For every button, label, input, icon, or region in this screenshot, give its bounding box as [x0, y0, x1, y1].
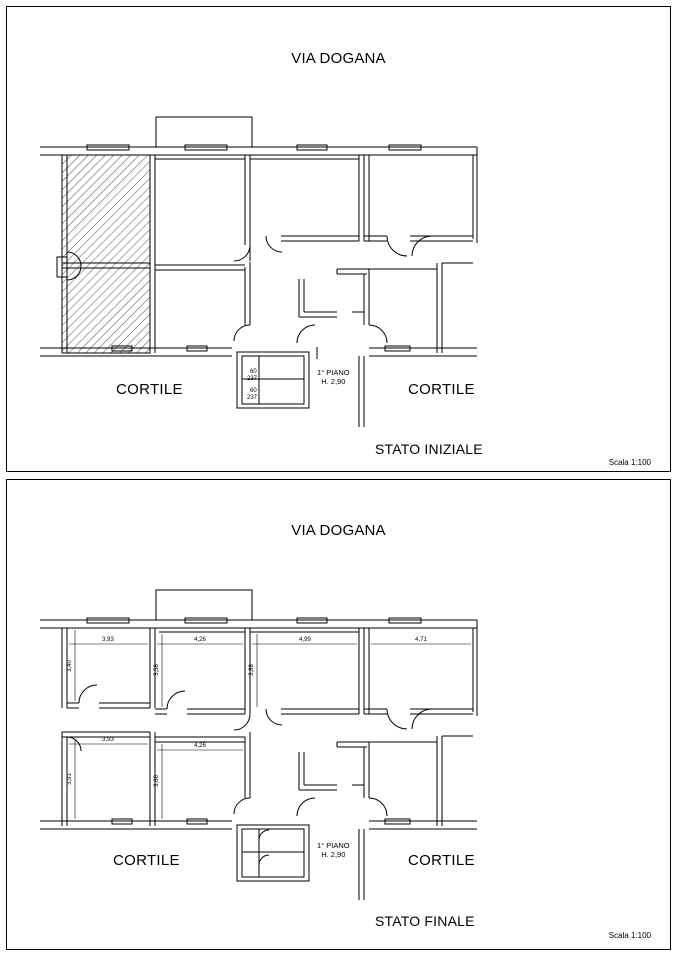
- height-label: H. 2,90: [321, 377, 346, 386]
- courtyard-left: CORTILE: [116, 381, 183, 398]
- floor-label: 1° PIANO: [317, 368, 350, 377]
- dim-r3-height: 3,88: [249, 664, 255, 676]
- scale-label: Scala 1:100: [608, 458, 651, 467]
- dim-r1-width: 3,93: [102, 637, 114, 643]
- height-label: H. 2,90: [321, 850, 346, 859]
- courtyard-right: CORTILE: [408, 381, 475, 398]
- floor-info: [317, 368, 350, 386]
- dim-label: 237: [247, 395, 258, 401]
- courtyard-right: CORTILE: [408, 852, 475, 869]
- hatched-area: [62, 155, 150, 353]
- dim-r4-width: 4,71: [415, 637, 427, 643]
- street-label: VIA DOGANA: [291, 50, 386, 67]
- dim-r2-width: 4,26: [194, 637, 206, 643]
- dim-r1-height: 3,40: [67, 660, 73, 672]
- dim-r2-height: 3,58: [154, 664, 160, 676]
- balcony: [156, 117, 252, 147]
- dim-label: 60: [250, 388, 257, 394]
- floor-label: 1° PIANO: [317, 841, 350, 850]
- dim-r5-height: 3,91: [67, 773, 73, 785]
- floor-plan-final: [7, 480, 670, 949]
- dim-r6-width: 4,26: [194, 743, 206, 749]
- dim-r3-width: 4,99: [299, 637, 311, 643]
- dim-r5-width: 3,93: [102, 737, 114, 743]
- courtyard-left: CORTILE: [113, 852, 180, 869]
- sheet-stato-finale: [6, 479, 671, 950]
- floor-plan-initial: [7, 7, 670, 471]
- sheet-stato-iniziale: [6, 6, 671, 472]
- dim-r6-height: 3,66: [154, 775, 160, 787]
- scale-label: Scala 1:100: [608, 931, 651, 940]
- state-label: STATO INIZIALE: [375, 441, 483, 457]
- state-label: STATO FINALE: [375, 913, 475, 929]
- dim-label: 237: [247, 376, 258, 382]
- floor-info: [317, 841, 350, 859]
- dim-label: 60: [250, 369, 257, 375]
- street-label: VIA DOGANA: [291, 522, 386, 539]
